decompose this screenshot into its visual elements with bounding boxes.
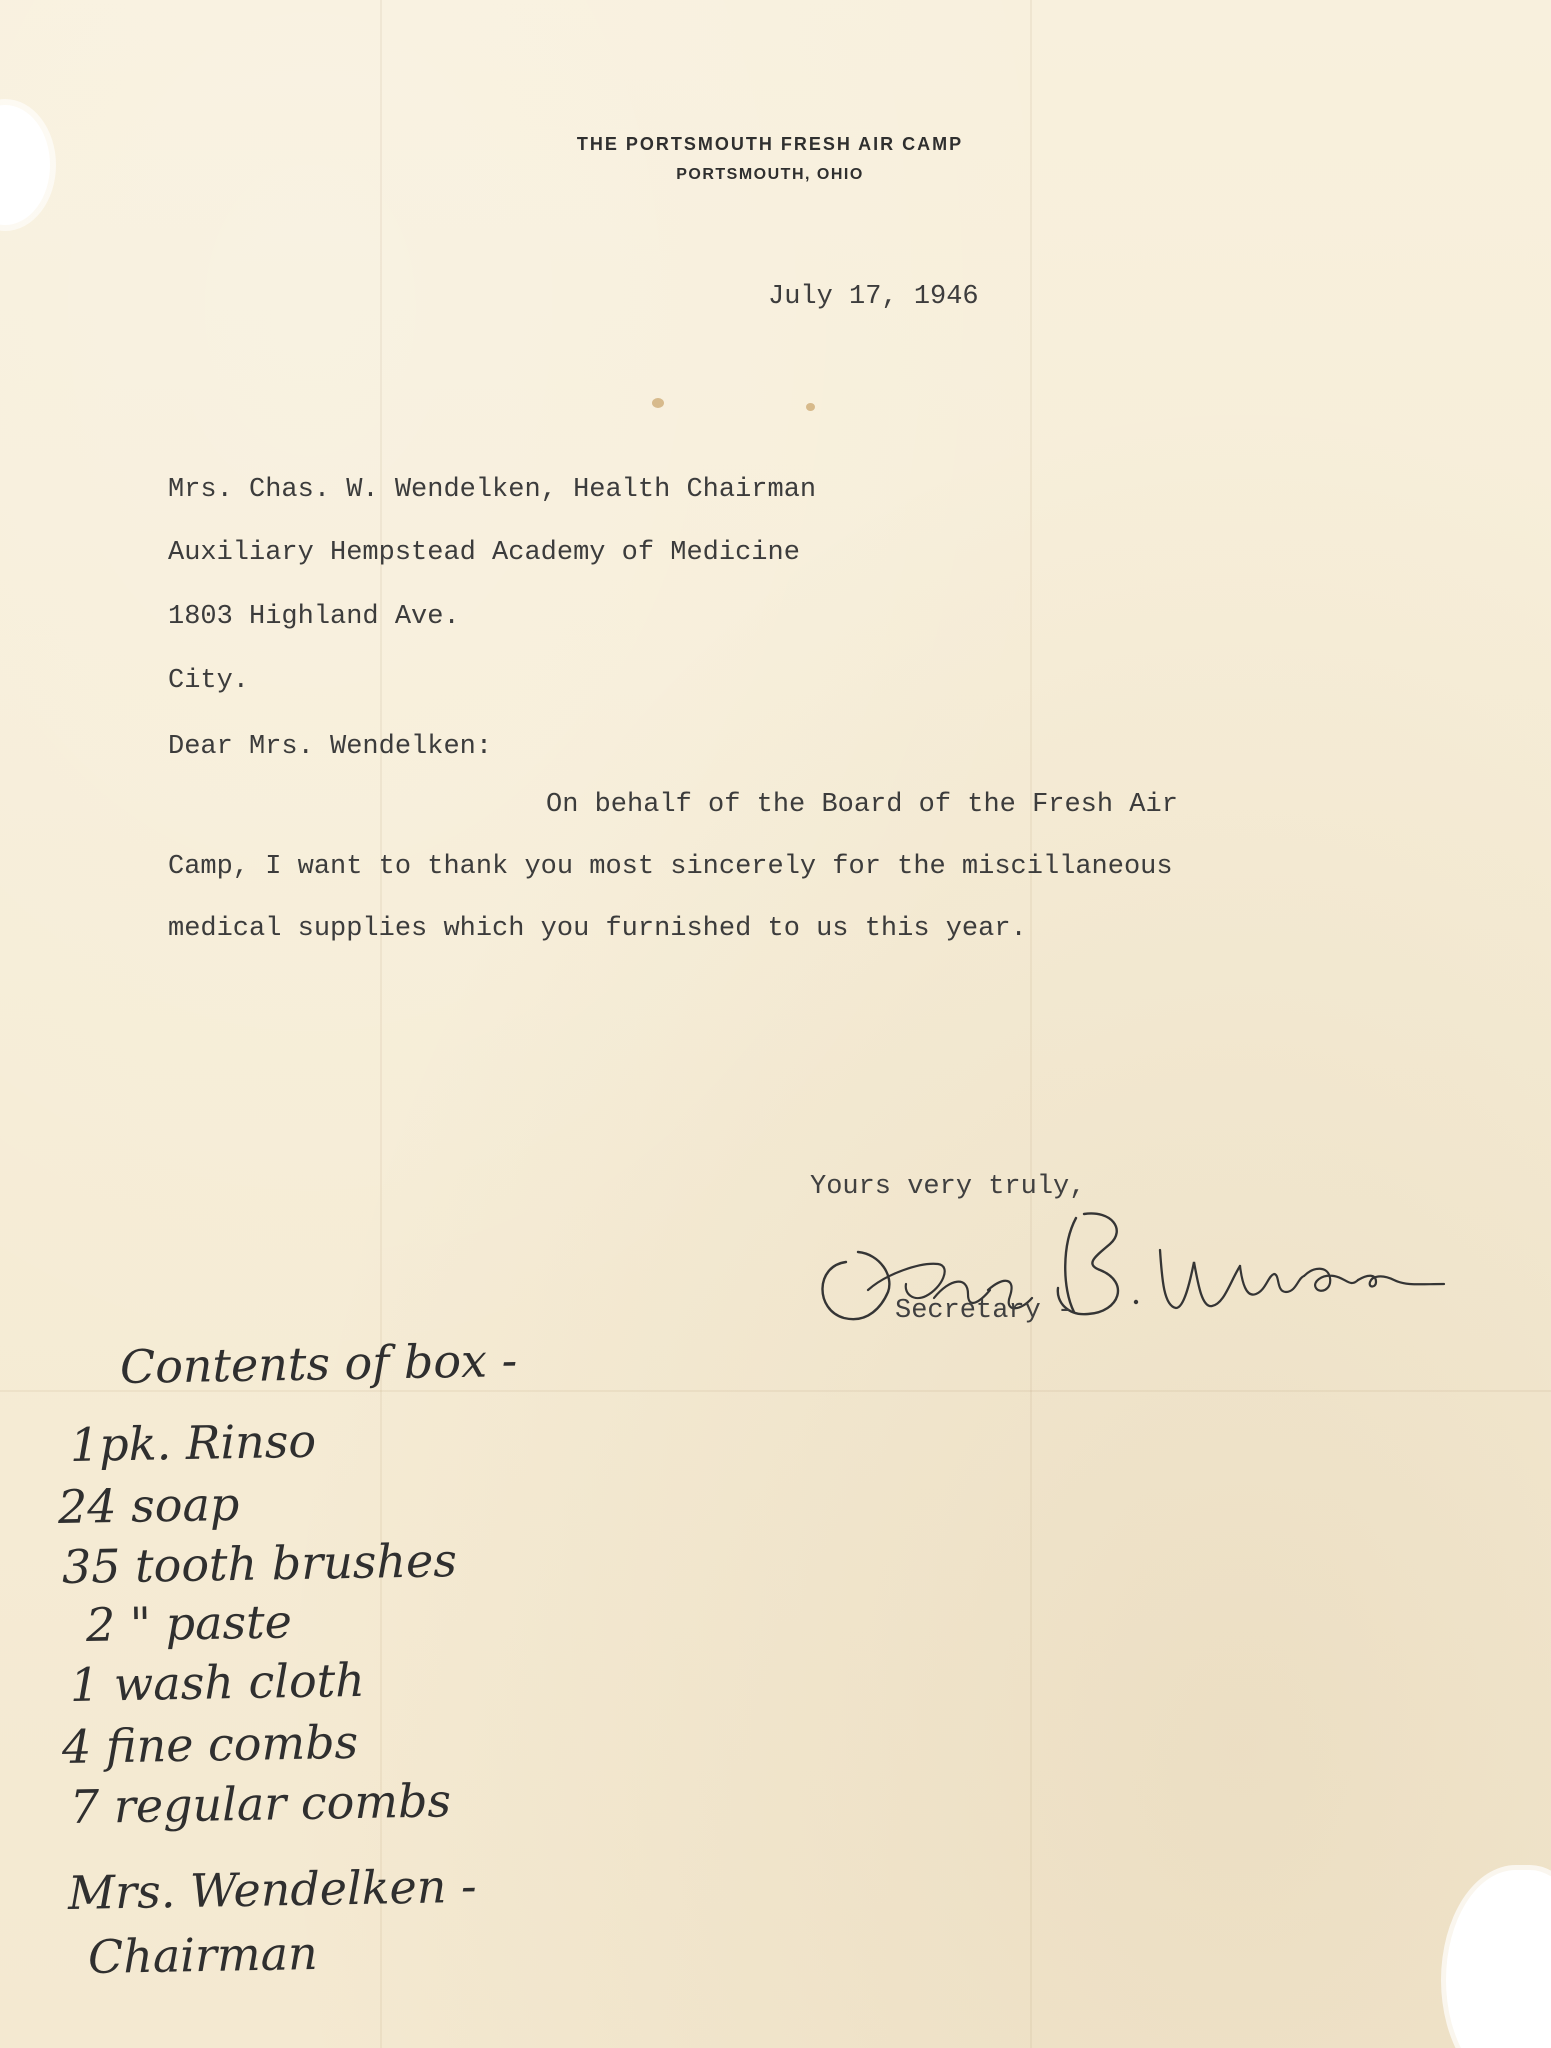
torn-edge-left bbox=[0, 105, 50, 225]
handwritten-note-line: Contents of box - bbox=[119, 1333, 518, 1394]
body-line-3: medical supplies which you furnished to us this year. bbox=[168, 914, 1027, 944]
handwritten-note-line: 1 wash cloth bbox=[69, 1652, 366, 1712]
paper-fold bbox=[1030, 0, 1032, 2048]
handwritten-note-line: 2 " paste bbox=[85, 1594, 293, 1652]
address-line-1: Mrs. Chas. W. Wendelken, Health Chairman bbox=[168, 475, 817, 505]
handwritten-note-line: 24 soap bbox=[57, 1476, 240, 1534]
letterhead-city: PORTSMOUTH, OHIO bbox=[676, 166, 864, 183]
body-line-2: Camp, I want to thank you most sincerely for the miscillaneous bbox=[168, 852, 1173, 882]
body-line-1: On behalf of the Board of the Fresh Air bbox=[546, 790, 1178, 820]
closing: Yours very truly, bbox=[810, 1172, 1086, 1202]
letterhead-title: THE PORTSMOUTH FRESH AIR CAMP bbox=[576, 134, 964, 154]
handwritten-note-line: 4 fine combs bbox=[61, 1714, 359, 1774]
handwritten-note-line: Chairman bbox=[87, 1925, 319, 1984]
paper-fold bbox=[380, 0, 382, 2048]
paper-stain bbox=[652, 398, 664, 408]
letter-date: July 17, 1946 bbox=[768, 282, 979, 312]
signature bbox=[810, 1190, 1500, 1350]
handwritten-note-line: Mrs. Wendelken - bbox=[67, 1858, 478, 1920]
paper-stain bbox=[806, 403, 815, 411]
signature-title: Secretary - bbox=[895, 1296, 1074, 1326]
torn-edge-right bbox=[1446, 1870, 1551, 2048]
signature-drawing bbox=[810, 1190, 1500, 1350]
address-line-2: Auxiliary Hempstead Academy of Medicine bbox=[168, 538, 800, 568]
address-line-4: City. bbox=[168, 666, 250, 696]
address-line-3: 1803 Highland Ave. bbox=[168, 602, 460, 632]
handwritten-note-line: 35 tooth brushes bbox=[61, 1533, 458, 1594]
handwritten-note-line: 7 regular combs bbox=[69, 1773, 452, 1834]
salutation: Dear Mrs. Wendelken: bbox=[168, 732, 493, 762]
handwritten-note-line: 1pk. Rinso bbox=[69, 1413, 317, 1472]
